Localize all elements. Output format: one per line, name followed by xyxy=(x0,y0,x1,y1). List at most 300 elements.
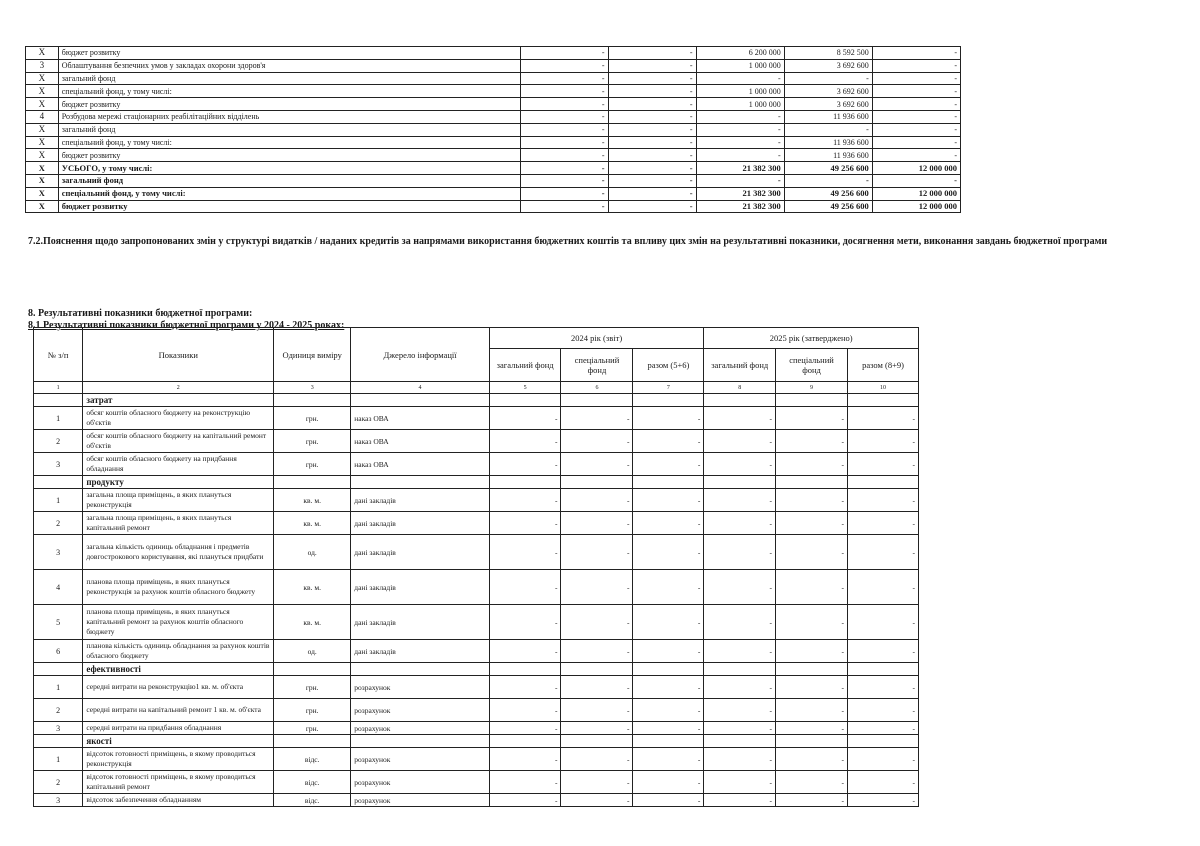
indicator-value: - xyxy=(561,748,633,771)
value-cell: 6 200 000 xyxy=(696,47,784,60)
empty-cell xyxy=(561,735,633,748)
value-cell: - xyxy=(608,47,696,60)
indicator-number: 6 xyxy=(34,640,83,663)
empty-cell xyxy=(274,394,351,407)
indicator-value: - xyxy=(489,512,561,535)
indicator-value: - xyxy=(776,453,848,476)
indicator-label: середні витрати на капітальний ремонт 1 кв. м. об'єкта xyxy=(83,699,274,722)
value-cell: 11 936 600 xyxy=(784,110,872,123)
row-number: X xyxy=(26,72,59,85)
value-cell: - xyxy=(520,136,608,149)
indicator-number: 2 xyxy=(34,771,83,794)
empty-cell xyxy=(633,663,704,676)
budget-row xyxy=(26,72,961,85)
empty-cell xyxy=(489,394,561,407)
indicator-value: - xyxy=(561,453,633,476)
indicator-unit: од. xyxy=(274,640,351,663)
row-label: бюджет розвитку xyxy=(58,200,520,213)
indicator-row xyxy=(34,794,919,807)
indicator-value: - xyxy=(633,722,704,735)
value-cell: - xyxy=(608,110,696,123)
value-cell: - xyxy=(520,162,608,175)
indicator-value: - xyxy=(561,512,633,535)
indicator-value: - xyxy=(776,570,848,605)
indicator-value: - xyxy=(848,771,919,794)
indicator-unit: грн. xyxy=(274,430,351,453)
indicator-value: - xyxy=(489,489,561,512)
value-cell: - xyxy=(696,72,784,85)
header-unit: Одиниця виміру xyxy=(274,328,351,382)
indicator-value: - xyxy=(704,771,776,794)
column-number: 3 xyxy=(274,382,351,394)
section-8-heading: 8. Результативні показники бюджетної програми: xyxy=(28,308,253,319)
indicator-label: середні витрати на реконструкцію1 кв. м. об'єкта xyxy=(83,676,274,699)
indicator-source: наказ ОВА xyxy=(351,407,490,430)
empty-cell xyxy=(561,663,633,676)
header-total-2025: разом (8+9) xyxy=(848,349,919,382)
header-year-2024: 2024 рік (звіт) xyxy=(489,328,704,349)
row-number: X xyxy=(26,162,59,175)
header-year-2025: 2025 рік (затверджено) xyxy=(704,328,919,349)
column-number: 8 xyxy=(704,382,776,394)
value-cell: - xyxy=(520,72,608,85)
indicator-value: - xyxy=(848,430,919,453)
indicator-label: середні витрати на придбання обладнання xyxy=(83,722,274,735)
indicator-value: - xyxy=(776,407,848,430)
indicator-source: дані закладів xyxy=(351,512,490,535)
indicator-value: - xyxy=(561,771,633,794)
indicator-number: 1 xyxy=(34,748,83,771)
value-cell: - xyxy=(520,187,608,200)
row-number: X xyxy=(26,136,59,149)
column-number: 1 xyxy=(34,382,83,394)
value-cell: - xyxy=(608,59,696,72)
empty-cell xyxy=(848,663,919,676)
value-cell: 49 256 600 xyxy=(784,187,872,200)
header-special-fund-2024: спеціальний фонд xyxy=(561,349,633,382)
budget-row xyxy=(26,149,961,162)
value-cell: 1 000 000 xyxy=(696,85,784,98)
value-cell: - xyxy=(696,110,784,123)
value-cell: - xyxy=(608,149,696,162)
indicator-row xyxy=(34,605,919,640)
indicator-value: - xyxy=(704,640,776,663)
indicator-value: - xyxy=(776,489,848,512)
column-number: 6 xyxy=(561,382,633,394)
indicator-value: - xyxy=(489,676,561,699)
indicator-number: 1 xyxy=(34,407,83,430)
indicator-value: - xyxy=(848,489,919,512)
indicator-number: 2 xyxy=(34,699,83,722)
indicator-label: планова площа приміщень, в яких плануться реконструкція за рахунок коштів обласного бюджету xyxy=(83,570,274,605)
budget-row xyxy=(26,136,961,149)
value-cell: 11 936 600 xyxy=(784,136,872,149)
indicator-value: - xyxy=(633,676,704,699)
indicator-unit: відс. xyxy=(274,771,351,794)
row-number: X xyxy=(26,200,59,213)
value-cell: - xyxy=(520,85,608,98)
indicator-unit: кв. м. xyxy=(274,489,351,512)
budget-row total-row xyxy=(26,187,961,200)
indicator-value: - xyxy=(489,407,561,430)
indicator-source: розрахунок xyxy=(351,699,490,722)
indicator-value: - xyxy=(848,794,919,807)
indicator-value: - xyxy=(848,512,919,535)
indicator-source: розрахунок xyxy=(351,748,490,771)
empty-cell xyxy=(34,735,83,748)
value-cell: - xyxy=(872,72,960,85)
indicator-value: - xyxy=(561,640,633,663)
indicator-source: дані закладів xyxy=(351,640,490,663)
header-source: Джерело інформації xyxy=(351,328,490,382)
indicator-row xyxy=(34,489,919,512)
indicator-value: - xyxy=(633,453,704,476)
column-number: 4 xyxy=(351,382,490,394)
indicator-value: - xyxy=(704,453,776,476)
indicator-value: - xyxy=(489,430,561,453)
indicator-unit: грн. xyxy=(274,676,351,699)
budget-row xyxy=(26,59,961,72)
indicator-value: - xyxy=(848,570,919,605)
empty-cell xyxy=(34,476,83,489)
indicator-value: - xyxy=(776,699,848,722)
indicator-value: - xyxy=(776,605,848,640)
indicator-value: - xyxy=(489,453,561,476)
value-cell: - xyxy=(872,98,960,111)
indicator-value: - xyxy=(633,699,704,722)
indicator-label: обсяг коштів обласного бюджету на реконструкцію об'єктів xyxy=(83,407,274,430)
value-cell: - xyxy=(696,149,784,162)
budget-row xyxy=(26,85,961,98)
value-cell: 1 000 000 xyxy=(696,59,784,72)
indicator-row xyxy=(34,722,919,735)
value-cell: - xyxy=(520,200,608,213)
indicator-row xyxy=(34,512,919,535)
budget-row xyxy=(26,123,961,136)
row-label: Розбудова мережі стаціонарних реабілітаційних відділень xyxy=(58,110,520,123)
indicator-value: - xyxy=(561,794,633,807)
indicator-value: - xyxy=(489,794,561,807)
column-number: 5 xyxy=(489,382,561,394)
indicator-unit: кв. м. xyxy=(274,605,351,640)
indicator-value: - xyxy=(633,512,704,535)
column-number: 9 xyxy=(776,382,848,394)
indicator-value: - xyxy=(561,699,633,722)
indicator-label: відсоток забезпечення обладнанням xyxy=(83,794,274,807)
indicator-value: - xyxy=(776,535,848,570)
indicator-label: планова кількість одиниць обладнання за рахунок коштів обласного бюджету xyxy=(83,640,274,663)
indicator-value: - xyxy=(561,570,633,605)
header-num: № з/п xyxy=(34,328,83,382)
section-8-1-heading: 8.1 Результативні показники бюджетної програми у 2024 - 2025 роках: xyxy=(28,320,345,331)
indicator-value: - xyxy=(776,771,848,794)
header-special-fund-2025: спеціальний фонд xyxy=(776,349,848,382)
indicator-value: - xyxy=(561,535,633,570)
indicator-value: - xyxy=(704,489,776,512)
value-cell: - xyxy=(872,123,960,136)
value-cell: - xyxy=(608,85,696,98)
indicator-value: - xyxy=(848,699,919,722)
indicator-group-row xyxy=(34,735,919,748)
value-cell: - xyxy=(872,47,960,60)
group-title: якості xyxy=(83,735,274,748)
row-number: X xyxy=(26,98,59,111)
empty-cell xyxy=(633,394,704,407)
indicator-value: - xyxy=(633,407,704,430)
indicator-source: наказ ОВА xyxy=(351,453,490,476)
indicator-value: - xyxy=(704,699,776,722)
indicator-number: 5 xyxy=(34,605,83,640)
indicator-unit: кв. м. xyxy=(274,512,351,535)
indicator-unit: грн. xyxy=(274,453,351,476)
indicator-value: - xyxy=(776,430,848,453)
row-label: загальний фонд xyxy=(58,174,520,187)
value-cell: - xyxy=(608,72,696,85)
row-label: спеціальний фонд, у тому числі: xyxy=(58,136,520,149)
value-cell: 49 256 600 xyxy=(784,200,872,213)
empty-cell xyxy=(351,394,490,407)
indicator-source: дані закладів xyxy=(351,570,490,605)
empty-cell xyxy=(704,476,776,489)
budget-row xyxy=(26,110,961,123)
empty-cell xyxy=(848,735,919,748)
indicator-value: - xyxy=(776,676,848,699)
indicator-value: - xyxy=(561,489,633,512)
indicator-unit: відс. xyxy=(274,748,351,771)
empty-cell xyxy=(704,735,776,748)
empty-cell xyxy=(633,476,704,489)
budget-expenditure-table xyxy=(25,46,961,213)
group-title: продукту xyxy=(83,476,274,489)
indicator-row xyxy=(34,430,919,453)
indicator-value: - xyxy=(848,676,919,699)
indicator-value: - xyxy=(704,512,776,535)
indicator-value: - xyxy=(489,535,561,570)
value-cell: - xyxy=(784,174,872,187)
column-number: 7 xyxy=(633,382,704,394)
indicator-value: - xyxy=(848,453,919,476)
value-cell: - xyxy=(872,85,960,98)
value-cell: - xyxy=(872,174,960,187)
indicator-number: 2 xyxy=(34,512,83,535)
row-label: спеціальний фонд, у тому числі: xyxy=(58,85,520,98)
value-cell: - xyxy=(520,123,608,136)
indicator-value: - xyxy=(633,640,704,663)
indicator-number: 2 xyxy=(34,430,83,453)
indicator-value: - xyxy=(848,748,919,771)
budget-row xyxy=(26,47,961,60)
empty-cell xyxy=(274,476,351,489)
indicator-value: - xyxy=(848,535,919,570)
row-number: 3 xyxy=(26,59,59,72)
indicator-value: - xyxy=(633,605,704,640)
value-cell: 3 692 600 xyxy=(784,85,872,98)
indicator-value: - xyxy=(633,748,704,771)
budget-row total-row xyxy=(26,200,961,213)
row-label: загальний фонд xyxy=(58,72,520,85)
row-number: X xyxy=(26,187,59,200)
empty-cell xyxy=(489,735,561,748)
empty-cell xyxy=(776,663,848,676)
empty-cell xyxy=(776,476,848,489)
indicator-label: загальна кількість одиниць обладнання і предметів довгострокового користування, які плануться придбати xyxy=(83,535,274,570)
value-cell: - xyxy=(608,162,696,175)
indicator-value: - xyxy=(776,640,848,663)
row-number: X xyxy=(26,123,59,136)
indicator-value: - xyxy=(848,722,919,735)
indicator-number: 1 xyxy=(34,489,83,512)
indicator-label: загальна площа приміщень, в яких плануться реконструкція xyxy=(83,489,274,512)
empty-cell xyxy=(561,394,633,407)
indicator-label: планова площа приміщень, в яких плануться капітальний ремонт за рахунок коштів обласного бюджету xyxy=(83,605,274,640)
header-general-fund-2025: загальний фонд xyxy=(704,349,776,382)
indicator-unit: кв. м. xyxy=(274,570,351,605)
value-cell: - xyxy=(520,98,608,111)
indicator-value: - xyxy=(704,407,776,430)
indicator-value: - xyxy=(776,748,848,771)
indicator-value: - xyxy=(633,771,704,794)
empty-cell xyxy=(776,394,848,407)
indicator-row xyxy=(34,535,919,570)
value-cell: - xyxy=(520,59,608,72)
indicator-source: розрахунок xyxy=(351,771,490,794)
indicator-number: 3 xyxy=(34,722,83,735)
indicator-value: - xyxy=(704,676,776,699)
indicator-source: розрахунок xyxy=(351,676,490,699)
group-title: затрат xyxy=(83,394,274,407)
indicator-unit: од. xyxy=(274,535,351,570)
value-cell: 21 382 300 xyxy=(696,200,784,213)
indicator-number: 3 xyxy=(34,794,83,807)
indicator-value: - xyxy=(561,407,633,430)
indicator-unit: грн. xyxy=(274,407,351,430)
section-7-2-heading: 7.2.Пояснення щодо запропонованих змін у структурі видатків / наданих кредитів за напрямами використання бюджетних коштів та впливу цих змін на результативні показники, досягнення мети, виконання завдань бюджетної програми xyxy=(28,236,1108,247)
value-cell: - xyxy=(608,200,696,213)
indicator-value: - xyxy=(704,605,776,640)
indicator-unit: грн. xyxy=(274,722,351,735)
indicator-value: - xyxy=(633,570,704,605)
row-label: Облаштування безпечних умов у закладах охорони здоров'я xyxy=(58,59,520,72)
indicator-value: - xyxy=(848,407,919,430)
row-label: бюджет розвитку xyxy=(58,98,520,111)
indicator-value: - xyxy=(561,676,633,699)
indicator-number: 1 xyxy=(34,676,83,699)
empty-cell xyxy=(489,476,561,489)
indicator-row xyxy=(34,676,919,699)
indicator-number: 3 xyxy=(34,535,83,570)
empty-cell xyxy=(633,735,704,748)
indicator-source: дані закладів xyxy=(351,489,490,512)
row-number: 4 xyxy=(26,110,59,123)
header-total-2024: разом (5+6) xyxy=(633,349,704,382)
indicator-group-row xyxy=(34,476,919,489)
value-cell: - xyxy=(520,174,608,187)
indicator-value: - xyxy=(848,605,919,640)
value-cell: 3 692 600 xyxy=(784,98,872,111)
value-cell: - xyxy=(608,98,696,111)
indicator-value: - xyxy=(489,570,561,605)
indicator-number: 4 xyxy=(34,570,83,605)
value-cell: - xyxy=(608,123,696,136)
header-general-fund-2024: загальний фонд xyxy=(489,349,561,382)
empty-cell xyxy=(704,394,776,407)
empty-cell xyxy=(561,476,633,489)
indicator-source: розрахунок xyxy=(351,722,490,735)
indicator-value: - xyxy=(489,699,561,722)
value-cell: 21 382 300 xyxy=(696,162,784,175)
indicator-value: - xyxy=(776,722,848,735)
indicator-value: - xyxy=(633,489,704,512)
value-cell: 12 000 000 xyxy=(872,200,960,213)
indicator-value: - xyxy=(776,794,848,807)
value-cell: - xyxy=(520,149,608,162)
value-cell: - xyxy=(872,59,960,72)
budget-row total-row xyxy=(26,162,961,175)
indicator-source: дані закладів xyxy=(351,605,490,640)
empty-cell xyxy=(848,476,919,489)
budget-row xyxy=(26,98,961,111)
indicator-group-row xyxy=(34,663,919,676)
row-number: X xyxy=(26,174,59,187)
indicator-value: - xyxy=(489,640,561,663)
empty-cell xyxy=(776,735,848,748)
indicator-value: - xyxy=(704,748,776,771)
empty-cell xyxy=(351,735,490,748)
indicator-label: загальна площа приміщень, в яких плануться капітальний ремонт xyxy=(83,512,274,535)
empty-cell xyxy=(704,663,776,676)
indicator-row xyxy=(34,748,919,771)
value-cell: 12 000 000 xyxy=(872,162,960,175)
value-cell: - xyxy=(784,123,872,136)
value-cell: - xyxy=(520,47,608,60)
indicator-value: - xyxy=(489,771,561,794)
indicator-source: розрахунок xyxy=(351,794,490,807)
row-number: X xyxy=(26,47,59,60)
row-label: бюджет розвитку xyxy=(58,149,520,162)
value-cell: - xyxy=(608,174,696,187)
indicator-value: - xyxy=(633,794,704,807)
value-cell: - xyxy=(872,110,960,123)
indicator-value: - xyxy=(704,722,776,735)
value-cell: - xyxy=(784,72,872,85)
value-cell: 49 256 600 xyxy=(784,162,872,175)
empty-cell xyxy=(489,663,561,676)
value-cell: 21 382 300 xyxy=(696,187,784,200)
indicator-source: дані закладів xyxy=(351,535,490,570)
row-label: бюджет розвитку xyxy=(58,47,520,60)
indicator-value: - xyxy=(704,570,776,605)
indicator-value: - xyxy=(704,430,776,453)
indicator-value: - xyxy=(489,748,561,771)
value-cell: 11 936 600 xyxy=(784,149,872,162)
value-cell: 12 000 000 xyxy=(872,187,960,200)
budget-row total-row xyxy=(26,174,961,187)
indicator-unit: відс. xyxy=(274,794,351,807)
row-label: УСЬОГО, у тому числі: xyxy=(58,162,520,175)
value-cell: - xyxy=(608,136,696,149)
indicator-label: обсяг коштів обласного бюджету на придбання обладнання xyxy=(83,453,274,476)
indicator-value: - xyxy=(633,430,704,453)
indicator-value: - xyxy=(561,722,633,735)
row-label: спеціальний фонд, у тому числі: xyxy=(58,187,520,200)
indicator-row xyxy=(34,640,919,663)
empty-cell xyxy=(848,394,919,407)
performance-indicators-table xyxy=(33,327,919,807)
value-cell: - xyxy=(872,149,960,162)
indicator-unit: грн. xyxy=(274,699,351,722)
empty-cell xyxy=(351,476,490,489)
value-cell: 1 000 000 xyxy=(696,98,784,111)
